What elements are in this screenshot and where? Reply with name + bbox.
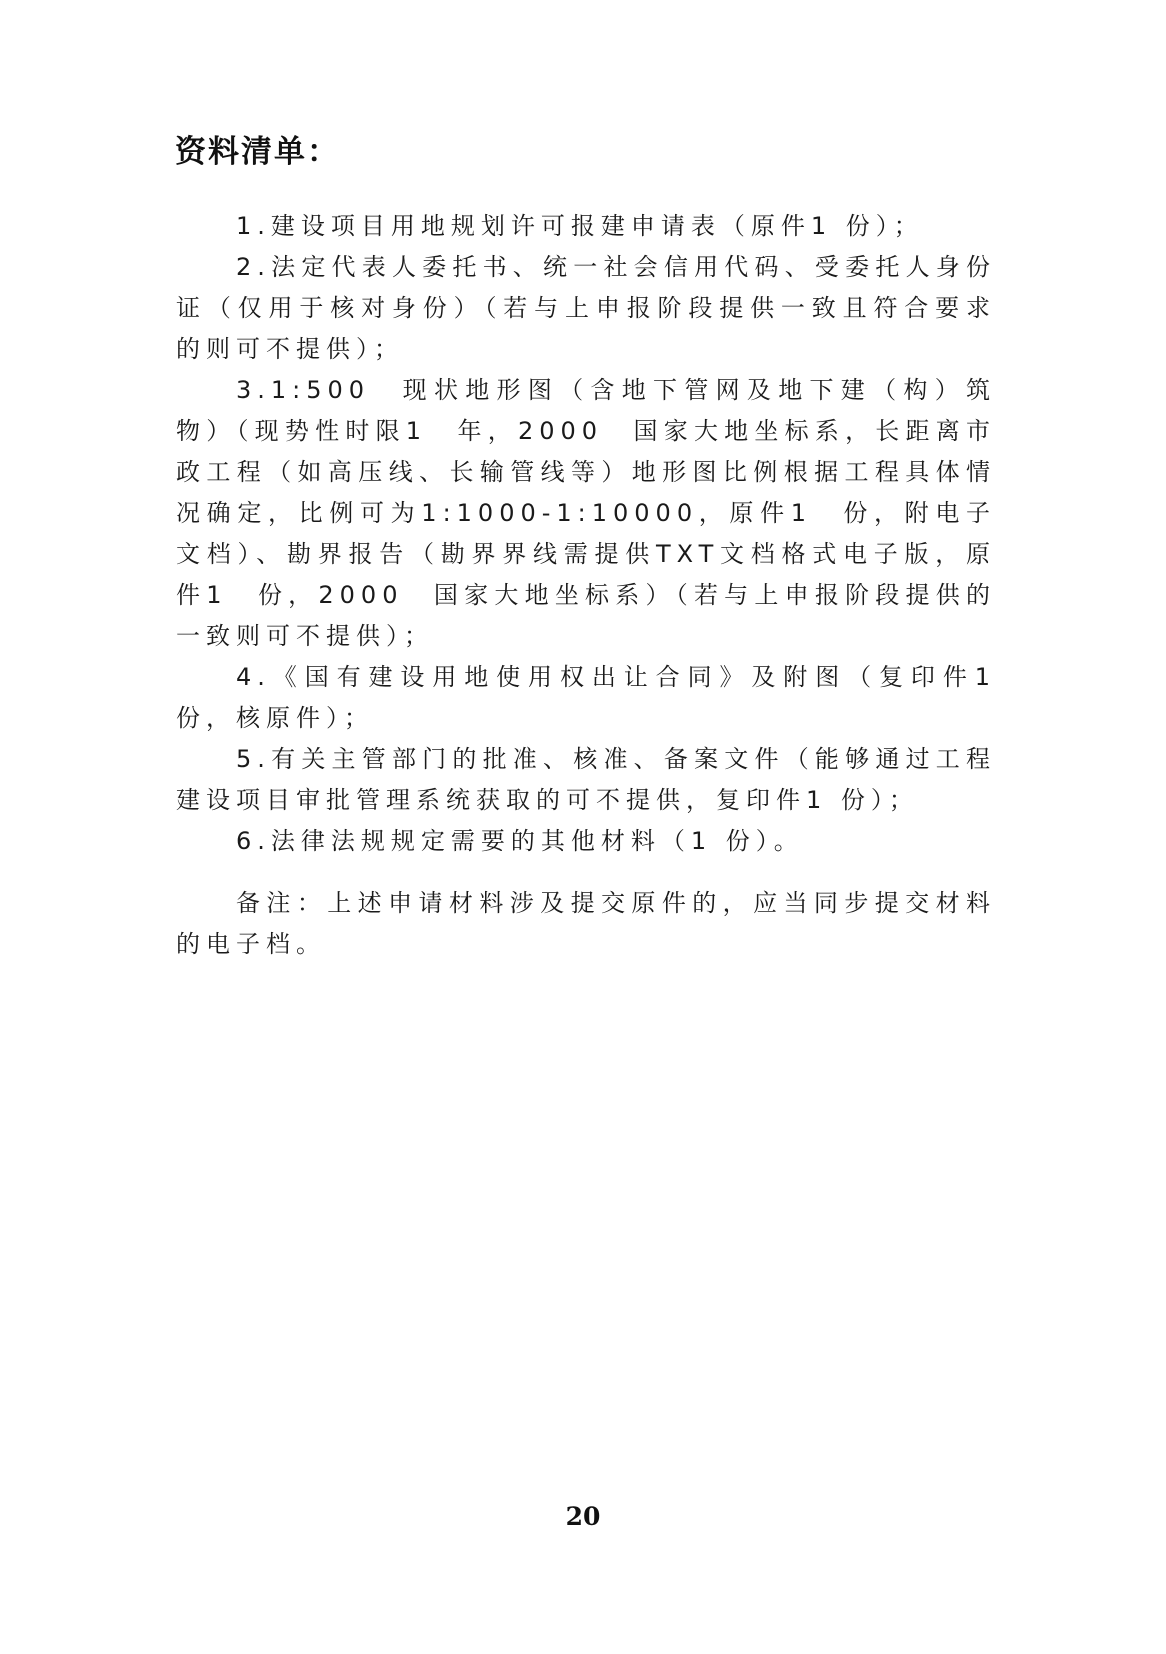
list-item: 1.建设项目用地规划许可报建申请表（原件1 份）； [236,212,924,240]
materials-list [176,206,996,862]
list-item: 5.有关主管部门的批准、核准、备案文件（能够通过工程建设项目审批管理系统获取的可不提供，复印件1 份）； [176,745,996,814]
page-number: 20 [565,1502,601,1531]
remark-note: 备注：上述申请材料涉及提交原件的，应当同步提交材料的电子档。 [176,889,996,958]
list-item: 6.法律法规规定需要的其他材料（1 份）。 [236,827,804,855]
list-item: 2.法定代表人委托书、统一社会信用代码、受委托人身份证（仅用于核对身份）（若与上申报阶段提供一致且符合要求的则可不提供）； [176,253,996,363]
page-heading: 资料清单： [175,134,340,170]
list-item: 4.《国有建设用地使用权出让合同》及附图（复印件1份，核原件）； [176,663,996,732]
list-item: 3.1:500 现状地形图（含地下管网及地下建（构）筑物）（现势性时限1 年，2000 国家大地坐标系，长距离市政工程（如高压线、长输管线等）地形图比例根据工程具体情况确定，比例可为1:1000-1:10000，原件1 份，附电子文档）、勘界报告（勘界界线需提供TXT文档格式电子版，原件1 份，2000 国家大地坐标系）（若与上申报阶段提供的一致则可不提供）； [176,376,996,650]
